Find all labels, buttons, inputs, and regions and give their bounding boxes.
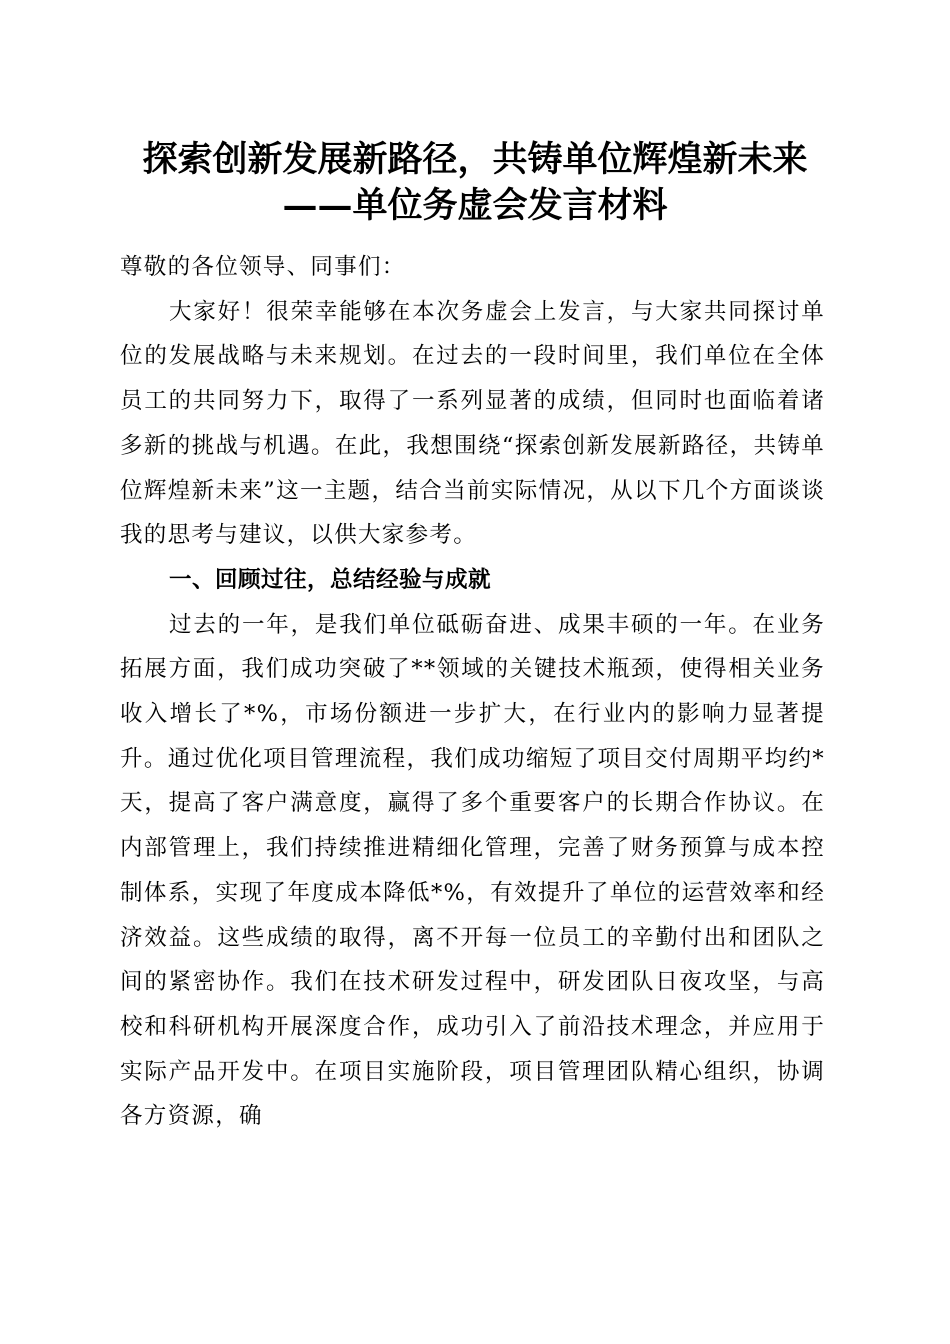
section-paragraph: 过去的一年，是我们单位砥砺奋进、成果丰硕的一年。在业务拓展方面，我们成功突破了**领域的关键技术瓶颈，使得相关业务收入增长了*%，市场份额进一步扩大，在行业内的影响力显著提升。通过优化项目管理流程，我们成功缩短了项目交付周期平均约*天，提高了客户满意度，赢得了多个重要客户的长期合作协议。在内部管理上，我们持续推进精细化管理，完善了财务预算与成本控制体系，实现了年度成本降低*%，有效提升了单位的运营效率和经济效益。这些成绩的取得，离不开每一位员工的辛勤付出和团队之间的紧密协作。我们在技术研发过程中，研发团队日夜攻坚，与高校和科研机构开展深度合作，成功引入了前沿技术理念，并应用于实际产品开发中。在项目实施阶段，项目管理团队精心组织，协调各方资源，确 <box>120 611 825 1130</box>
document-body <box>120 245 825 1139</box>
salutation: 尊敬的各位领导、同事们： <box>120 254 406 280</box>
document-subtitle: ——单位务虚会发言材料 <box>282 185 668 226</box>
section-heading: 一、回顾过往，总结经验与成就 <box>169 566 492 593</box>
document-title: 探索创新发展新路径，共铸单位辉煌新未来 <box>142 139 808 180</box>
intro-paragraph: 大家好！很荣幸能够在本次务虚会上发言，与大家共同探讨单位的发展战略与未来规划。在过去的一段时间里，我们单位在全体员工的共同努力下，取得了一系列显著的成绩，但同时也面临着诸多新的挑战与机遇。在此，我想围绕“探索创新发展新路径，共铸单位辉煌新未来”这一主题，结合当前实际情况，从以下几个方面谈谈我的思考与建议，以供大家参考。 <box>120 298 825 549</box>
